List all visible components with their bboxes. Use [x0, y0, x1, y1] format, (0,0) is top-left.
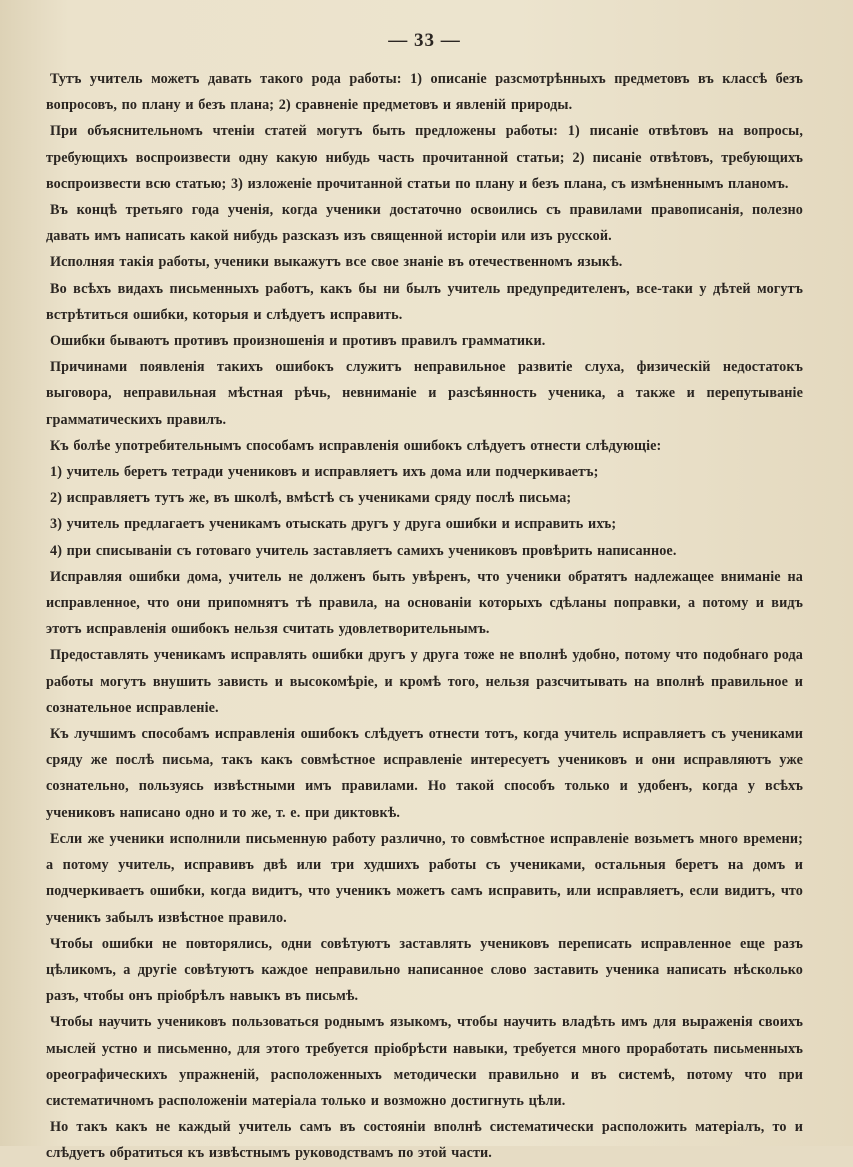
paragraph: Исправляя ошибки дома, учитель не долженъ быть увѣренъ, что ученики обратятъ надлежащее вниманіе на исправленное, что они припомнятъ тѣ правила, на основаніи которыхъ сдѣланы поправки, а потому и видъ этотъ исправленія ошибокъ нельзя считать удовлетворительнымъ. — [46, 568, 803, 638]
paragraph: Къ лучшимъ способамъ исправленія ошибокъ слѣдуетъ отнести тотъ, когда учитель исправляетъ съ учениками сряду же послѣ письма, такъ какъ совмѣстное исправленіе интересуетъ учениковъ и они исправляютъ уже сознательно, пользуясь извѣстными имъ правилами. Но такой способъ только и удобенъ, когда у всѣхъ учениковъ написано одно и то же, т. е. при диктовкѣ. — [46, 726, 803, 821]
paragraph: Во всѣхъ видахъ письменныхъ работъ, какъ бы ни былъ учитель предупредителенъ, все-таки у дѣтей могутъ встрѣтиться ошибки, которыя и слѣдуетъ исправить. — [46, 280, 803, 323]
paragraph: Тутъ учитель можетъ давать такого рода работы: 1) описаніе разсмотрѣнныхъ предметовъ въ классѣ безъ вопросовъ, по плану и безъ плана; 2) сравненіе предметовъ и явленій природы. — [46, 71, 803, 114]
paragraph: Ошибки бываютъ противъ произношенія и противъ правилъ грамматики. — [50, 333, 546, 350]
paragraph: Чтобы научить учениковъ пользоваться роднымъ языкомъ, чтобы научить владѣть имъ для выраженія своихъ мыслей устно и письменно, для этого требуется пріобрѣсти навыки, требуется много проработать письменныхъ ореографическихъ упражненій, расположенныхъ методически правильно и въ системѣ, потому что при систематичномъ расположеніи матеріала только и возможно достигнуть цѣли. — [46, 1014, 803, 1109]
paragraph: При объяснительномъ чтеніи статей могутъ быть предложены работы: 1) писаніе отвѣтовъ на вопросы, требующихъ воспроизвести одну какую нибудь часть прочитанной статьи; 2) писаніе отвѣтовъ, требующихъ воспроизвести всю статью; 3) изложеніе прочитанной статьи по плану и безъ плана, съ измѣненнымъ планомъ. — [46, 123, 803, 192]
paragraph: Но такъ какъ не каждый учитель самъ въ состояніи вполнѣ систематически расположить матеріалъ, то и слѣдуетъ обратиться къ извѣстнымъ руководствамъ по этой части. — [46, 1119, 803, 1162]
list-item: 1) учитель беретъ тетради учениковъ и исправляетъ ихъ дома или подчеркиваетъ; — [50, 464, 599, 481]
list-item: 2) исправляетъ тутъ же, въ школѣ, вмѣстѣ съ учениками сряду послѣ письма; — [50, 490, 572, 507]
body-text — [46, 66, 803, 1167]
paragraph: Исполняя такія работы, ученики выкажутъ все свое знаніе въ отечественномъ языкѣ. — [50, 254, 623, 271]
page-number: — 33 — — [388, 30, 461, 51]
paragraph: Причинами появленія такихъ ошибокъ служитъ неправильное развитіе слуха, физическій недостатокъ выговора, неправильная мѣстная рѣчь, невниманіе и разсѣянность ученика, а также и перепутываніе грамматическихъ правилъ. — [46, 359, 803, 428]
list-item: 3) учитель предлагаетъ ученикамъ отыскать другъ у друга ошибки и исправить ихъ; — [50, 516, 617, 533]
paragraph: Въ концѣ третьяго года ученія, когда ученики достаточно освоились съ правилами правописанія, полезно давать имъ написать какой нибудь разсказъ изъ священной исторіи или изъ русской. — [46, 202, 803, 245]
paragraph: Чтобы ошибки не повторялись, одни совѣтуютъ заставлять учениковъ переписать исправленное еще разъ цѣликомъ, а другіе совѣтуютъ каждое неправильно написанное слово заставить ученика написать нѣсколько разъ, чтобы онъ пріобрѣлъ навыкъ въ письмѣ. — [46, 935, 803, 1005]
paragraph: Если же ученики исполнили письменную работу различно, то совмѣстное исправленіе возьметъ много времени; а потому учитель, исправивъ двѣ или три худшихъ работы съ учениками, остальныя беретъ на домъ и подчеркиваетъ ошибки, когда видитъ, что ученикъ можетъ самъ исправить, или исправляетъ, если видитъ, что ученикъ забылъ извѣстное правило. — [46, 830, 803, 926]
paragraph: Предоставлять ученикамъ исправлять ошибки другъ у друга тоже не вполнѣ удобно, потому что подобнаго рода работы могутъ внушить зависть и высокомѣріе, и кромѣ того, нельзя разсчитывать на вполнѣ правильное и сознательное исправленіе. — [46, 647, 803, 716]
paragraph: Къ болѣе употребительнымъ способамъ исправленія ошибокъ слѣдуетъ отнести слѣдующіе: — [50, 437, 662, 454]
list-item: 4) при списываніи съ готоваго учитель заставляетъ самихъ учениковъ провѣрить написанное. — [50, 542, 677, 559]
